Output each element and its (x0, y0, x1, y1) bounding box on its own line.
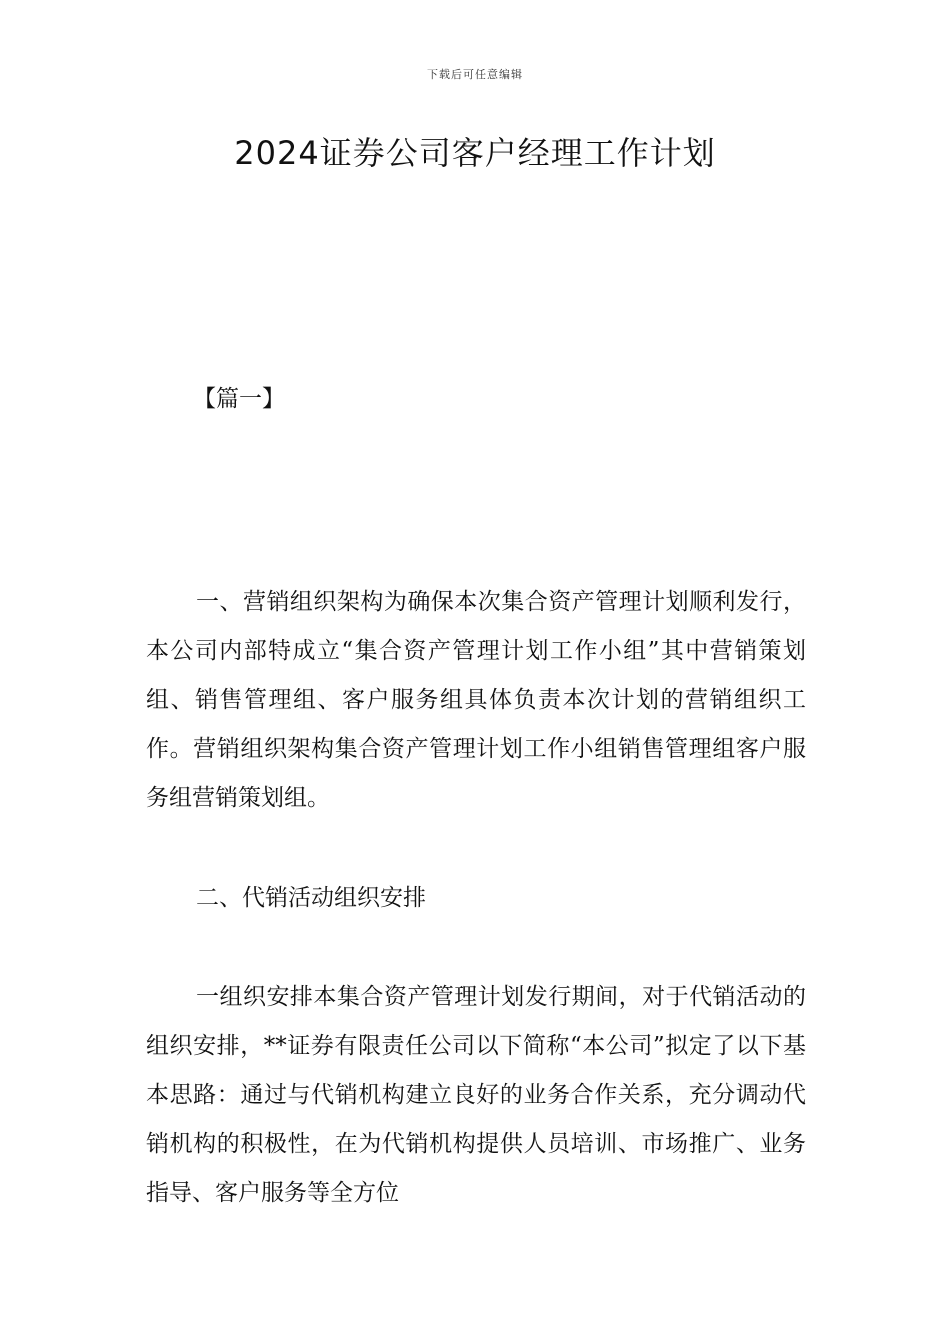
paragraph-marketing-structure: 一、营销组织架构为确保本次集合资产管理计划顺利发行，本公司内部特成立“集合资产管理计划工作小组”其中营销策划组、销售管理组、客户服务组具体负责本次计划的营销组织工作。营销组织架构集合资产管理计划工作小组销售管理组客户服务组营销策划组。 (146, 589, 806, 811)
section-mark: 【篇一】 (193, 386, 285, 412)
document-title: 2024证券公司客户经理工作计划 (234, 134, 716, 172)
paragraph-organization: 一组织安排本集合资产管理计划发行期间，对于代销活动的组织安排，**证券有限责任公司以下简称“本公司”拟定了以下基本思路：通过与代销机构建立良好的业务合作关系，充分调动代销机构的积极性，在为代销机构提供人员培训、市场推广、业务指导、客户服务等全方位 (146, 984, 806, 1206)
paragraph-heading-distribution: 二、代销活动组织安排 (196, 885, 426, 911)
header-note: 下载后可任意编辑 (427, 68, 523, 81)
